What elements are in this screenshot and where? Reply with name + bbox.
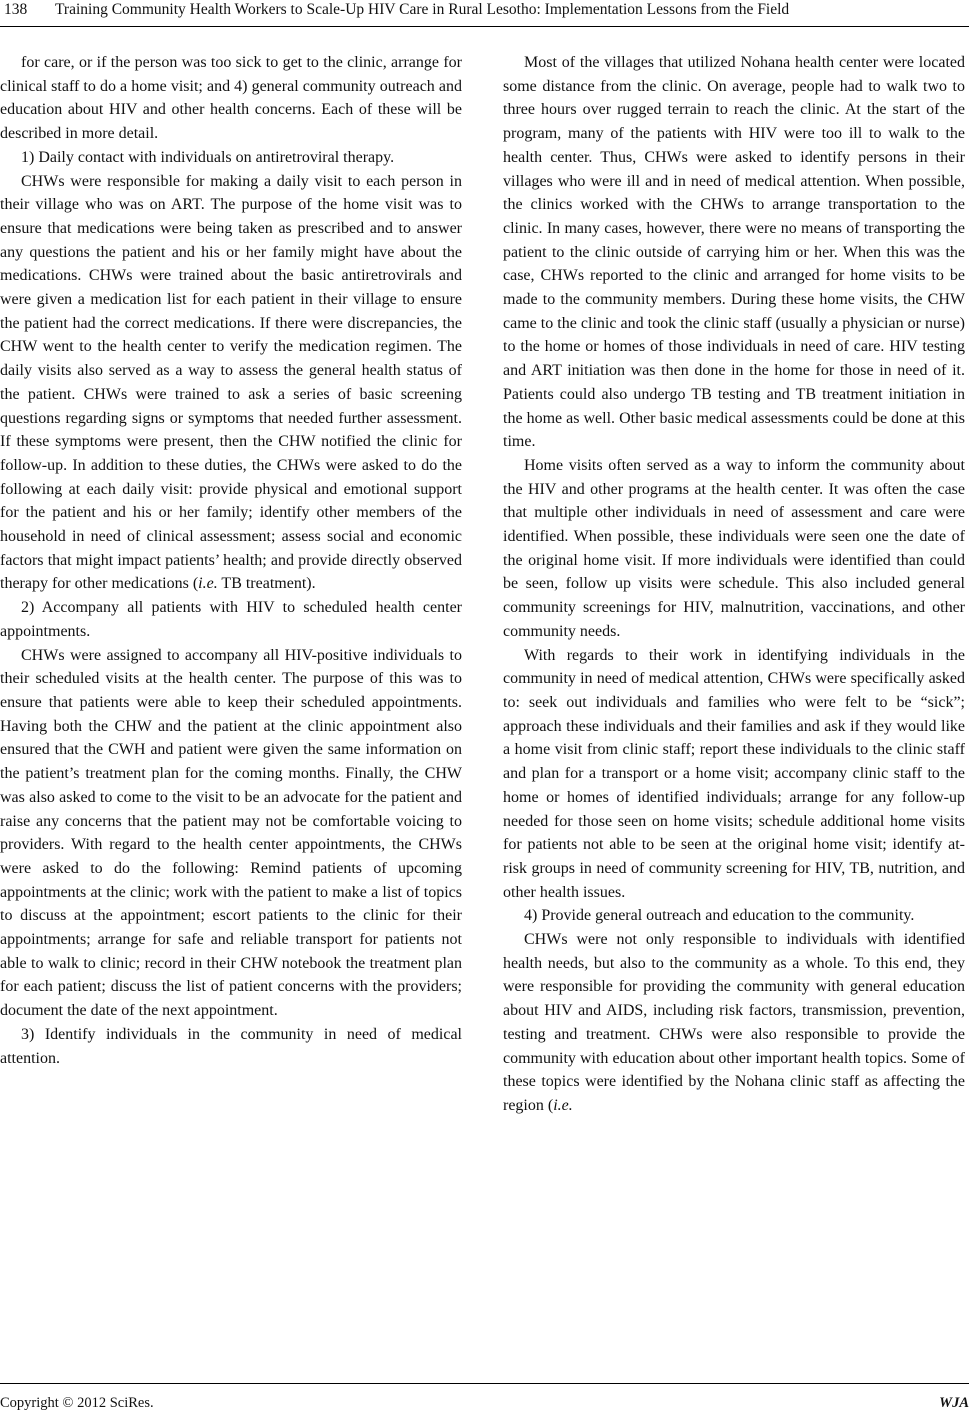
italic-abbrev: i.e.	[198, 575, 218, 593]
journal-abbrev: WJA	[939, 1395, 969, 1411]
paragraph: for care, or if the person was too sick to get to the clinic, arrange for clinical staff to do a home visit; and 4) general community outreach and education about HIV and other health concerns. Each of these will be described in more detail.	[0, 54, 462, 143]
list-heading: 4) Provide general outreach and education to the community.	[524, 907, 915, 925]
paragraph-text: CHWs were not only responsible to individuals with identified health needs, but also to the community as a whole. To this end, they were responsible for providing the community with general education about HIV and AIDS, including risk factors, transmission, prevention, testing and treatment. CHWs were also responsible to provide the community with education about other important health topics. Some of these topics were identified by the Nohana clinic staff as affecting the region (	[503, 931, 965, 1114]
paragraph: Most of the villages that utilized Nohana health center were located some distance from the clinic. On average, people had to walk two to three hours over rugged terrain to reach the clinic. At the start of the program, many of the patients with HIV were too ill to walk to the health center. Thus, CHWs were asked to identify persons in their villages who were ill and in need of medical attention. When possible, the clinics worked with the CHWs to arrange transportation to the clinic. In many cases, however, there were no means of transporting the patient to the clinic outside of carrying him or her. When this was the case, CHWs reported to the clinic and arranged for home visits to be made to the community members. During these home visits, the CHW came to the clinic and took the clinic staff (usually a physician or nurse) to the home or homes of those individuals in need of care. HIV testing and ART initiation was then done in the home for those in need of it. Patients could also undergo TB testing and TB treatment initiation in the home as well. Other basic medical assessments could be done at this time.	[503, 54, 965, 451]
right-column	[503, 51, 965, 1118]
paragraph-text: TB treatment).	[217, 575, 316, 593]
paragraph	[0, 170, 462, 597]
list-heading: 1) Daily contact with individuals on antiretroviral therapy.	[21, 148, 395, 166]
footer-rule	[0, 1383, 969, 1384]
page-number: 138	[4, 1, 28, 18]
paragraph: With regards to their work in identifying individuals in the community in need of medical attention, CHWs were specifically asked to: seek out individuals and families who were felt to be “sick”; approach these individuals and their families and ask if they would like a home visit from clinic staff; report these individuals to the clinic staff and plan for a transport or a home visit; accompany clinic staff to the home or homes of identified individuals; arrange for any follow-up needed for those seen on home visits; schedule additional home visits for patients not able to be seen at the original home visit; identify at-risk groups in need of community screening for HIV, TB, nutrition, and other health issues.	[503, 646, 965, 901]
paragraph	[503, 928, 965, 1118]
paragraph-text: CHWs were responsible for making a daily visit to each person in their village who was on ART. The purpose of the home visit was to ensure that medications were being taken as prescribed and to answer any questions the patient and his or her family might have about the medications. CHWs were trained about the basic antiretrovirals and were given a medication list for each patient in their village to ensure the patient had the correct medications. If there were discrepancies, the CHW went to the health center to verify the medication regimen. The daily visits also served as a way to assess the general health status of the patient. CHWs were trained to ask a series of basic screening questions regarding signs or symptoms that needed further assessment. If these symptoms were present, then the CHW notified the clinic for follow-up. In addition to these duties, the CHWs were asked to do the following at each daily visit: provide physical and emotional support for the patient and his or her family; identify other members of the household in need of clinical assessment; assess social and economic factors that might impact patients’ health; and provide directly observed therapy for other medications (	[0, 172, 462, 593]
left-column	[0, 51, 462, 1070]
page-footer	[0, 1383, 969, 1411]
page-header	[0, 0, 969, 32]
running-title: Training Community Health Workers to Scale-Up HIV Care in Rural Lesotho: Implementation Lessons from the Field	[55, 1, 790, 18]
list-heading: 3) Identify individuals in the community in need of medical attention.	[0, 1025, 462, 1067]
header-rule	[0, 26, 969, 27]
italic-abbrev: i.e.	[553, 1096, 573, 1114]
copyright-notice: Copyright © 2012 SciRes.	[0, 1395, 154, 1411]
paragraph: CHWs were assigned to accompany all HIV-positive individuals to their scheduled visits at the health center. The purpose of this was to ensure that patients were able to keep their scheduled appointments. Having both the CHW and the patient at the clinic appointment also ensured that the CWH and patient were given the same information on the patient’s treatment plan for the coming months. Finally, the CHW was also asked to come to the visit to be an advocate for the patient and raise any concerns that the patient may not be comfortable voicing to providers. With regard to the health center appointments, the CHWs were asked to do the following: Remind patients of upcoming appointments at the clinic; work with the patient to make a list of topics to discuss at the appointment; escort patients to the clinic for their appointments; arrange for safe and reliable transport for patients not able to walk to clinic; record in their CHW notebook the treatment plan for each patient; discuss the list of patient concerns with the providers; document the date of the next appointment.	[0, 646, 462, 1020]
list-heading: 2) Accompany all patients with HIV to scheduled health center appointments.	[0, 599, 462, 640]
paragraph: Home visits often served as a way to inform the community about the HIV and other programs at the health center. It was often the case that multiple other individuals in need of assessment and care were identified. When possible, these individuals were seen one the date of the original home visit. If more individuals were identified than could be seen, follow up visits were schedule. This also included general community screenings for HIV, malnutrition, vaccinations, and other community needs.	[503, 456, 965, 640]
